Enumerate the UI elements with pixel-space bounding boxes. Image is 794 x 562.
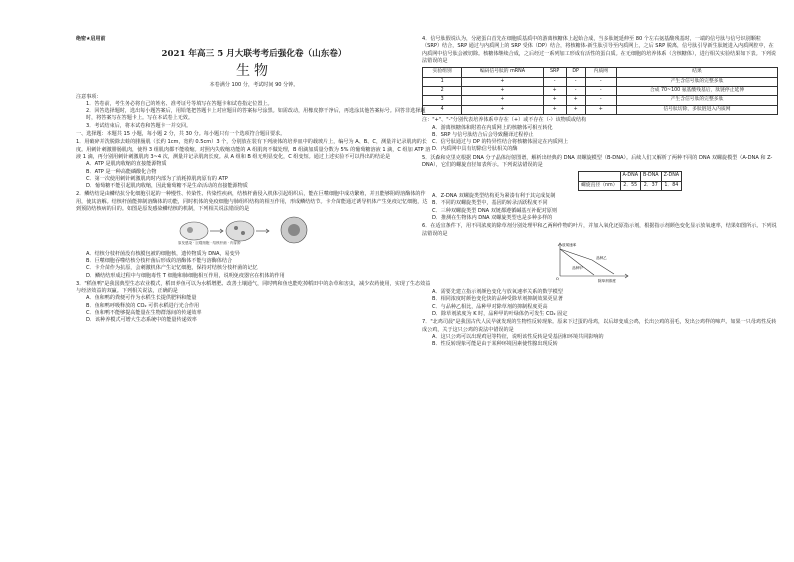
q1-option-a: A．ATP 是肌肉收缩的直接能源物质 xyxy=(86,161,167,168)
q6-option-c: C．与品种乙相比，品种甲对除草剂的抑制程度更高 xyxy=(432,303,548,310)
table-cell: + xyxy=(566,105,585,114)
table-cell: - xyxy=(566,77,585,86)
table-cell: - xyxy=(543,77,566,86)
table-cell: + xyxy=(462,96,543,105)
q2-option-b: B．巨噬细胞吞噬结核分枝杆菌后形成的溶酶体不能与溶酶体结合 xyxy=(86,257,233,264)
table-cell: + xyxy=(462,77,543,86)
table-row xyxy=(423,105,778,114)
table-cell: 2 xyxy=(423,87,462,96)
table-header-cell: A-DNA xyxy=(620,172,640,181)
table-header-cell: Z-DNA xyxy=(661,172,682,181)
right-column xyxy=(422,36,778,349)
series-line-b xyxy=(560,249,594,275)
q1-option-b: B．ATP 是一种高能磷酸化合物 xyxy=(86,168,157,175)
table-row xyxy=(579,181,682,190)
exam-title: 2021 年高三 5 月大联考考后强化卷（山东卷） xyxy=(161,49,347,60)
table-cell: + xyxy=(462,105,543,114)
series-label-b: 品种甲 xyxy=(572,265,583,270)
table-cell: - xyxy=(585,96,616,105)
graph-y-label: 放氧速率 xyxy=(562,242,577,247)
subject-title: 生物 xyxy=(236,63,272,80)
note-item: 1．答卷前，考生务必将自己的姓名、准考证号等填写在答题卡和试卷指定位置上。 xyxy=(86,100,273,107)
table-cell: - xyxy=(585,77,616,86)
herbicide-graph xyxy=(552,240,632,284)
table-cell: + xyxy=(462,87,543,96)
table-cell: + xyxy=(543,105,566,114)
dna-diameter-table xyxy=(578,171,682,191)
table-cell: 螺旋直径（nm） xyxy=(579,181,621,190)
q4-option-a: A．游离核糖体和附着在内质网上的核糖体可相互转化 xyxy=(432,124,553,131)
table-cell: 1．84 xyxy=(661,181,682,190)
notes-heading: 注意事项： xyxy=(76,93,102,100)
section-heading: 一、选择题：本题共 15 小题，每小题 2 分，共 30 分。每小题只有一个选项符合题目要求。 xyxy=(76,131,286,138)
q5-option-a: A．Z-DNA 双螺旋类型结构更为紧凑有利于其完成复制 xyxy=(432,193,556,200)
table-row xyxy=(423,96,778,105)
table-cell: 4 xyxy=(423,105,462,114)
table-header-cell: B-DNA xyxy=(640,172,661,181)
q4-option-d: D．内质网中具有切除信号肽相关的酶 xyxy=(432,146,518,153)
table-note: 注："+"、"-"分别代表培养体系中存在（+）或不存在（-）该物质或结构 xyxy=(422,117,587,124)
table-header-cell: 结果 xyxy=(616,68,777,77)
q4-option-b: B．SRP 与信号肽结合后会导致翻译过程停止 xyxy=(432,131,534,138)
q1-option-d: D．葡萄糖不能引起肌肉收缩，因此葡萄糖不是生命活动的直接能源物质 xyxy=(86,183,248,190)
q4-option-c: C．信号肽通过与 DP 的特异性结合将核糖体固定在内质网上 xyxy=(432,139,569,146)
table-cell: 2．55 xyxy=(620,181,640,190)
question-3-stem: 3．"稻鱼鸭"是我国典型生态农业模式，稻田养鱼可以为水稻增肥、改善土壤通气，同时鸭和鱼也能吃掉稻田中的杂草和害虫，减少农药使用，实现了生态效益与经济效益的双赢。下列相关说法，正确的是 xyxy=(76,280,431,295)
q7-option-b: B．性反转现象可能是由于某种环境因素使性腺出现反转 xyxy=(432,341,558,348)
left-column xyxy=(76,36,432,325)
q1-option-c: C．第一次使用刺针刺激肌肉时内部为了消耗掉肌肉原有的 ATP xyxy=(86,175,228,182)
question-5-stem: 5．沃森和克里克根据 DNA 分子晶体衍射图谱，解析出经典的 DNA 双螺旋模型（B-DNA）。后续人们又解析了两种不同的 DNA 双螺旋模型（A-DNA 和 Z-DNA），它们的螺旋直径如表所示。下列说法错误的是 xyxy=(422,154,773,168)
srp-experiment-table xyxy=(422,67,778,115)
table-header-cell xyxy=(579,172,621,181)
question-4-stem: 4．信号肽假说认为，分泌蛋白首先在细胞质基质中的游离核糖体上起始合成，当多肽链延伸至 80 个左右氨基酸残基时，一端的信号肽与信号识别颗粒（SRP）结合，SRP 通过与内质网上的 SRP 受体（DP）结合，将核糖体-新生肽引导至内质网上，之后 SRP 脱离，信号肽引导新生肽链进入内质网腔中，在内质网中信号肽会被切除。核糖体继续合成，之后经过一系列加工形成有活性的蛋白质。在无细胞的培养体系（含核糖体），进行相关实验结果如下表。下列说法错误的是 xyxy=(422,36,777,64)
question-2-stem: 2．鳞结结是由鳞结抗分化细胞引起的一种慢性、传染性、传染性疾病，结核杆菌侵入机体引起组织后，能在巨噬细胞中成功繁殖，并且能够阻碍溶酶体的作用，使其溶解。结核杆菌能抑制溶酶体的功能，同时机体的免疫细胞与肺组织结构的相互作用，形成鳞结结节。卡介苗能通过诱导机体产生免疫记忆细胞，达到预防结核病的目的。如图是原发感染鳞结核的机制，下列相关说法错误的是 xyxy=(76,191,428,213)
table-cell: 信号肽切除，多肽链进入内质网 xyxy=(616,105,777,114)
graph-origin: O xyxy=(556,276,559,281)
q2-option-c: C．卡介苗作为抗原，会刺激机体产生记忆细胞，保持对结核分枝杆菌的记忆 xyxy=(86,265,258,272)
table-cell: 产生含信号肽的完整多肽 xyxy=(616,96,777,105)
note-item: 3．考试结束后，将本试卷和答题卡一并交回。 xyxy=(86,122,192,129)
q6-option-d: D．除草剂浓度为 K 时，品种甲的叶绿体仍可发生 CO₂ 固定 xyxy=(432,311,568,318)
note-item: 2．回答选择题时，选出每小题答案后，用铅笔把答题卡上对应题目的答案标号涂黑。如需改动，用橡皮擦干净后，再选涂其他答案标号。回答非选择题时，将答案写在答题卡上。写在本试卷上无效。 xyxy=(86,108,426,122)
table-header-row xyxy=(579,172,682,181)
q3-option-c: C．鱼和鸭不能够提高能量在生物群落间的传递效率 xyxy=(86,310,202,317)
series-label-a: 品种乙 xyxy=(596,255,607,260)
secret-label: 绝密★启用前 xyxy=(76,36,106,42)
table-cell: + xyxy=(585,105,616,114)
table-cell: - xyxy=(566,87,585,96)
graph-x-label: 除草剂浓度 xyxy=(598,278,616,283)
figure-caption: 原发感染 · 巨噬细胞 · 结核杆菌 · 肉芽肿 xyxy=(178,241,241,246)
table-cell: + xyxy=(543,87,566,96)
table-cell: 2．37 xyxy=(640,181,661,190)
q5-option-c: C．三种双螺旋类型 DNA 双链都遵循碱基互补配对原则 xyxy=(432,207,557,214)
series-line-a xyxy=(560,249,614,274)
table-header-cell: DP xyxy=(566,68,585,77)
q2-option-d: D．鳞结结形成过程中与细胞毒性 T 细胞和肺细胞相互作用，说明免疫器官在机体的作用 xyxy=(86,272,285,279)
question-6-stem: 6．在适宜条件下，用不同浓度的除草剂分别处理甲和乙两种作物的叶片，并加入氧化还原指示剂，根据指示剂颜色变化显示放氧速率，结果如图所示。下列说法错误的是 xyxy=(422,223,777,237)
q6-option-b: B．相同浓度时颜色变化快的品种受除草剂抑制效果更显著 xyxy=(432,296,563,303)
q3-option-d: D．该种养模式可增大生态系统中的能量传递效率 xyxy=(86,317,197,324)
q6-option-a: A．需要先建立指示剂颜色变化与放氧速率关系的数学模型 xyxy=(432,289,563,296)
table-cell: 产生含信号肽的完整多肽 xyxy=(616,77,777,86)
table-row xyxy=(423,77,778,86)
table-header-cell: 内质网 xyxy=(585,68,616,77)
table-header-cell: SRP xyxy=(543,68,566,77)
table-header-row xyxy=(423,68,778,77)
q5-option-d: D．推测在生物体内 DNA 双螺旋类型也是多种多样的 xyxy=(432,215,553,221)
table-cell: 3 xyxy=(423,96,462,105)
q3-option-a: A．鱼和鸭的粪便可作为水稻生长提供肥料和能量 xyxy=(86,295,197,302)
table-row xyxy=(423,87,778,96)
q3-option-b: B．鱼和鸭呼吸释放的 CO₂ 可供水稻进行光合作用 xyxy=(86,302,200,309)
exam-meta: 本卷满分 100 分，考试时间 90 分钟。 xyxy=(209,82,299,89)
table-header-cell: 编码信号肽的 mRNA xyxy=(462,68,543,77)
table-header-cell: 实验组别 xyxy=(423,68,462,77)
table-cell: - xyxy=(585,87,616,96)
q5-option-b: B．不同的双螺旋类型中，基因的转录活跃程度不同 xyxy=(432,200,548,207)
question-7-stem: 7．"北鸡司晨"是我国古代人民早就发现的生物性反转现象。原来下过蛋的母鸡，以后却变成公鸡，长出公鸡的羽毛，发出公鸡样的啼声。如果一只母鸡性反转成公鸡，关于这只公鸡的说法中错误的是 xyxy=(422,319,777,333)
table-cell: 1 xyxy=(423,77,462,86)
table-cell: + xyxy=(566,96,585,105)
table-cell: 合成 70~100 氨基酸残基后，肽链停止延伸 xyxy=(616,87,777,96)
table-cell: + xyxy=(543,96,566,105)
q2-option-a: A．结核分枝杆菌没有核膜包被的细胞核，遗传物质为 DNA，易变异 xyxy=(86,250,240,257)
tb-infection-figure xyxy=(176,215,326,245)
question-1-stem: 1．用破碎并洗脱除去蛙的腓肠肌（长约 1cm，宽约 0.5cm）3 个，分别放在装有下列液体的培养皿中的载玻片上，编号为 A、B、C，测量并记录肌肉的长度。用刺针刺激腓肠肌肉，使得 3 组肌肉都不能收缩。对照内失收缩功能的 A 组肌肉不做处理，B 组滴加质量分数为 5% 的葡萄糖溶液 1 滴，C 组加 ATP 溶液 1 滴，再分别用刺针刺激肌肉 3~4 次，测量并记录肌肉长度。从 A 组和 B 组无明显变化，C 组变短。通过上述实验不可以得出的结论是 xyxy=(76,139,431,160)
q7-option-a: A．这只公鸡可以出现鸡冠等特征，说明该性反转是受基因和环境共同影响的 xyxy=(432,333,604,340)
